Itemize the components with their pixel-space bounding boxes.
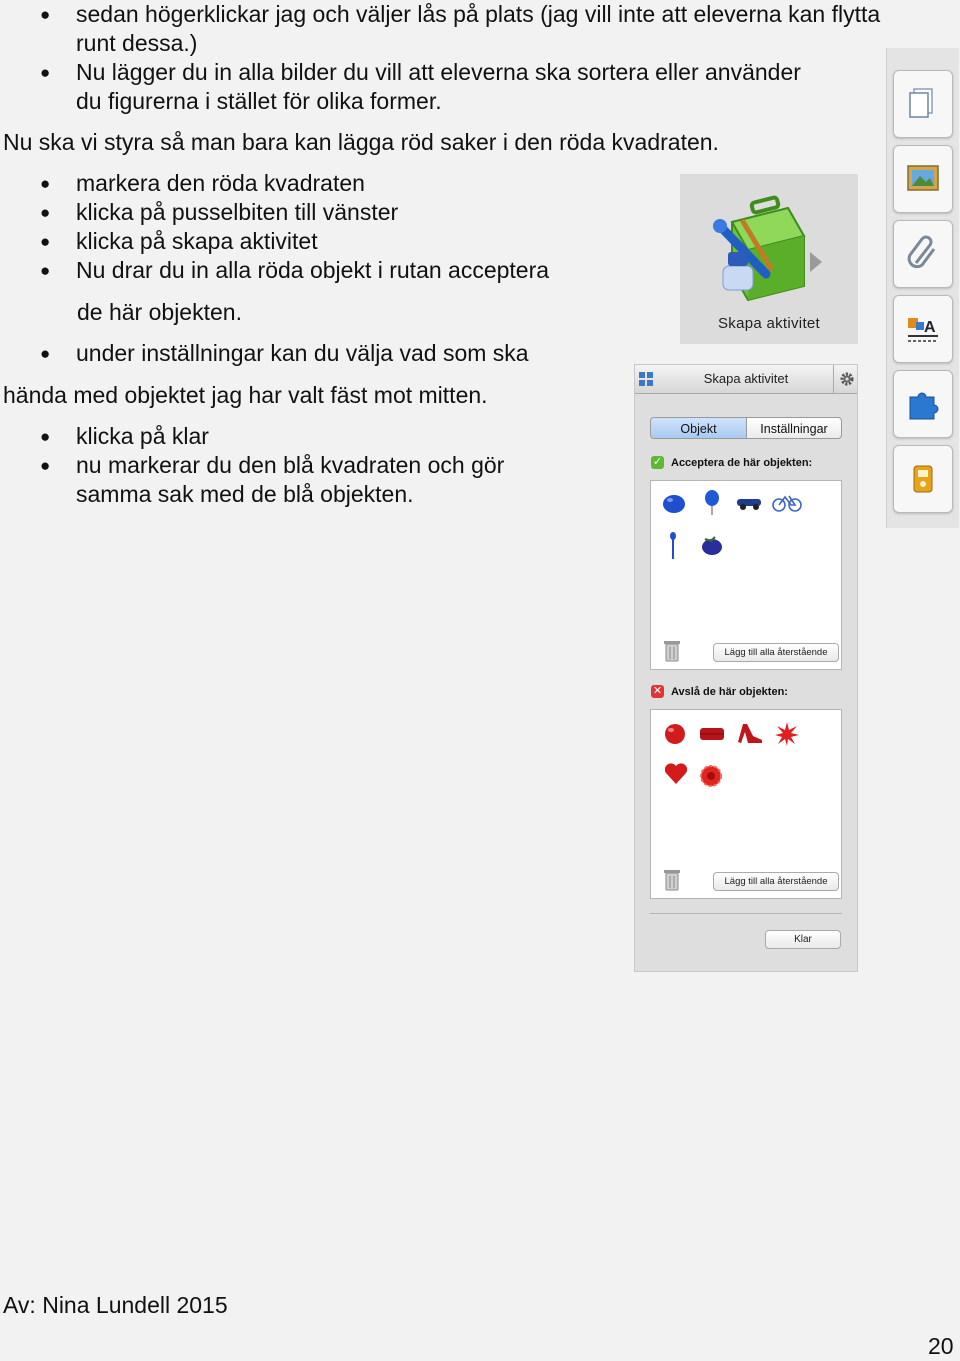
page-icon: [894, 71, 952, 137]
author-line: Av: Nina Lundell 2015: [3, 1292, 228, 1318]
bullet: ●: [40, 63, 51, 82]
blue-berry-icon: [699, 535, 725, 557]
done-button[interactable]: Klar: [765, 930, 841, 949]
toolbox-icon: [680, 174, 858, 314]
blue-spoon-icon: [667, 531, 679, 561]
red-heart-icon: [663, 762, 689, 786]
list-item-line: samma sak med de blå objekten.: [76, 481, 414, 507]
sidebar-response-button[interactable]: [893, 445, 953, 513]
bullet: ●: [40, 174, 51, 193]
bullet: ●: [40, 261, 51, 280]
blue-balloon-icon: [703, 489, 721, 517]
panel-title: Skapa aktivitet: [703, 371, 789, 386]
list-item: klicka på pusselbiten till vänster: [76, 199, 399, 225]
list-item-line: du figurerna i stället för olika former.: [76, 88, 442, 114]
trash-icon[interactable]: [663, 639, 681, 663]
addons-icon: [894, 446, 952, 512]
sidebar-addons-button[interactable]: [893, 370, 953, 438]
bullet: ●: [40, 344, 51, 363]
panel-header: [635, 365, 857, 394]
puzzle-icon: [894, 371, 952, 437]
properties-icon: [894, 296, 952, 362]
blue-ball-icon: [661, 491, 687, 515]
list-item-line: sedan högerklickar jag och väljer lås på plats (jag vill inte att eleverna kan flytta: [76, 1, 881, 27]
list-item: under inställningar kan du välja vad som ska: [76, 340, 529, 366]
picture-icon: [894, 146, 952, 212]
list-item-continuation: de här objekten.: [77, 299, 242, 325]
bullet: ●: [40, 427, 51, 446]
list-item-line: runt dessa.): [76, 30, 198, 56]
red-flower-icon: [699, 764, 723, 788]
list-item: markera den röda kvadraten: [76, 170, 365, 196]
add-remaining-button[interactable]: Lägg till alla återstående: [713, 872, 839, 891]
bullet: ●: [40, 456, 51, 475]
list-item: Nu drar du in alla röda objekt i rutan acceptera: [76, 257, 550, 283]
add-remaining-button[interactable]: Lägg till alla återstående: [713, 643, 839, 662]
bullet: ●: [40, 232, 51, 251]
red-ball-icon: [663, 722, 687, 746]
accept-checkbox[interactable]: ✓: [652, 456, 663, 468]
page-number: 20: [928, 1333, 954, 1359]
bullet: ●: [40, 203, 51, 222]
sidebar-attachments-button[interactable]: [893, 220, 953, 288]
blue-bicycle-icon: [771, 493, 803, 513]
tab-installningar[interactable]: Inställningar: [746, 417, 842, 439]
red-star-icon: [775, 722, 799, 746]
accept-drop-box[interactable]: [650, 480, 842, 670]
blue-car-icon: [735, 495, 763, 511]
paragraph: Nu ska vi styra så man bara kan lägga röd saker i den röda kvadraten.: [3, 129, 719, 155]
paragraph: hända med objektet jag har valt fäst mot mitten.: [3, 382, 488, 408]
list-item-line: Nu lägger du in alla bilder du vill att eleverna ska sortera eller använder: [76, 59, 801, 85]
svg-text:A: A: [924, 319, 936, 336]
reject-drop-box[interactable]: [650, 709, 842, 899]
divider: [650, 913, 842, 914]
sidebar-properties-button[interactable]: [893, 295, 953, 363]
sidebar-page-button[interactable]: [893, 70, 953, 138]
red-fabric-icon: [697, 724, 727, 744]
list-item: klicka på skapa aktivitet: [76, 228, 318, 254]
paperclip-icon: [894, 221, 952, 287]
activity-panel: [634, 364, 858, 972]
list-item-line: klicka på klar: [76, 423, 209, 449]
sidebar-toolbar: [886, 48, 959, 528]
accept-label: Acceptera de här objekten:: [671, 457, 813, 469]
gear-icon[interactable]: [839, 371, 855, 387]
reject-label: Avslå de här objekten:: [671, 686, 788, 698]
create-activity-tile[interactable]: [680, 174, 858, 344]
sidebar-gallery-button[interactable]: [893, 145, 953, 213]
grid-icon[interactable]: [639, 372, 653, 386]
list-item-line: nu markerar du den blå kvadraten och gör: [76, 452, 505, 478]
create-activity-label: Skapa aktivitet: [717, 315, 821, 332]
red-shoe-icon: [735, 718, 765, 748]
tab-objekt[interactable]: Objekt: [650, 417, 747, 439]
bullet: ●: [40, 5, 51, 24]
reject-checkbox[interactable]: ✕: [652, 685, 663, 697]
trash-icon[interactable]: [663, 868, 681, 892]
